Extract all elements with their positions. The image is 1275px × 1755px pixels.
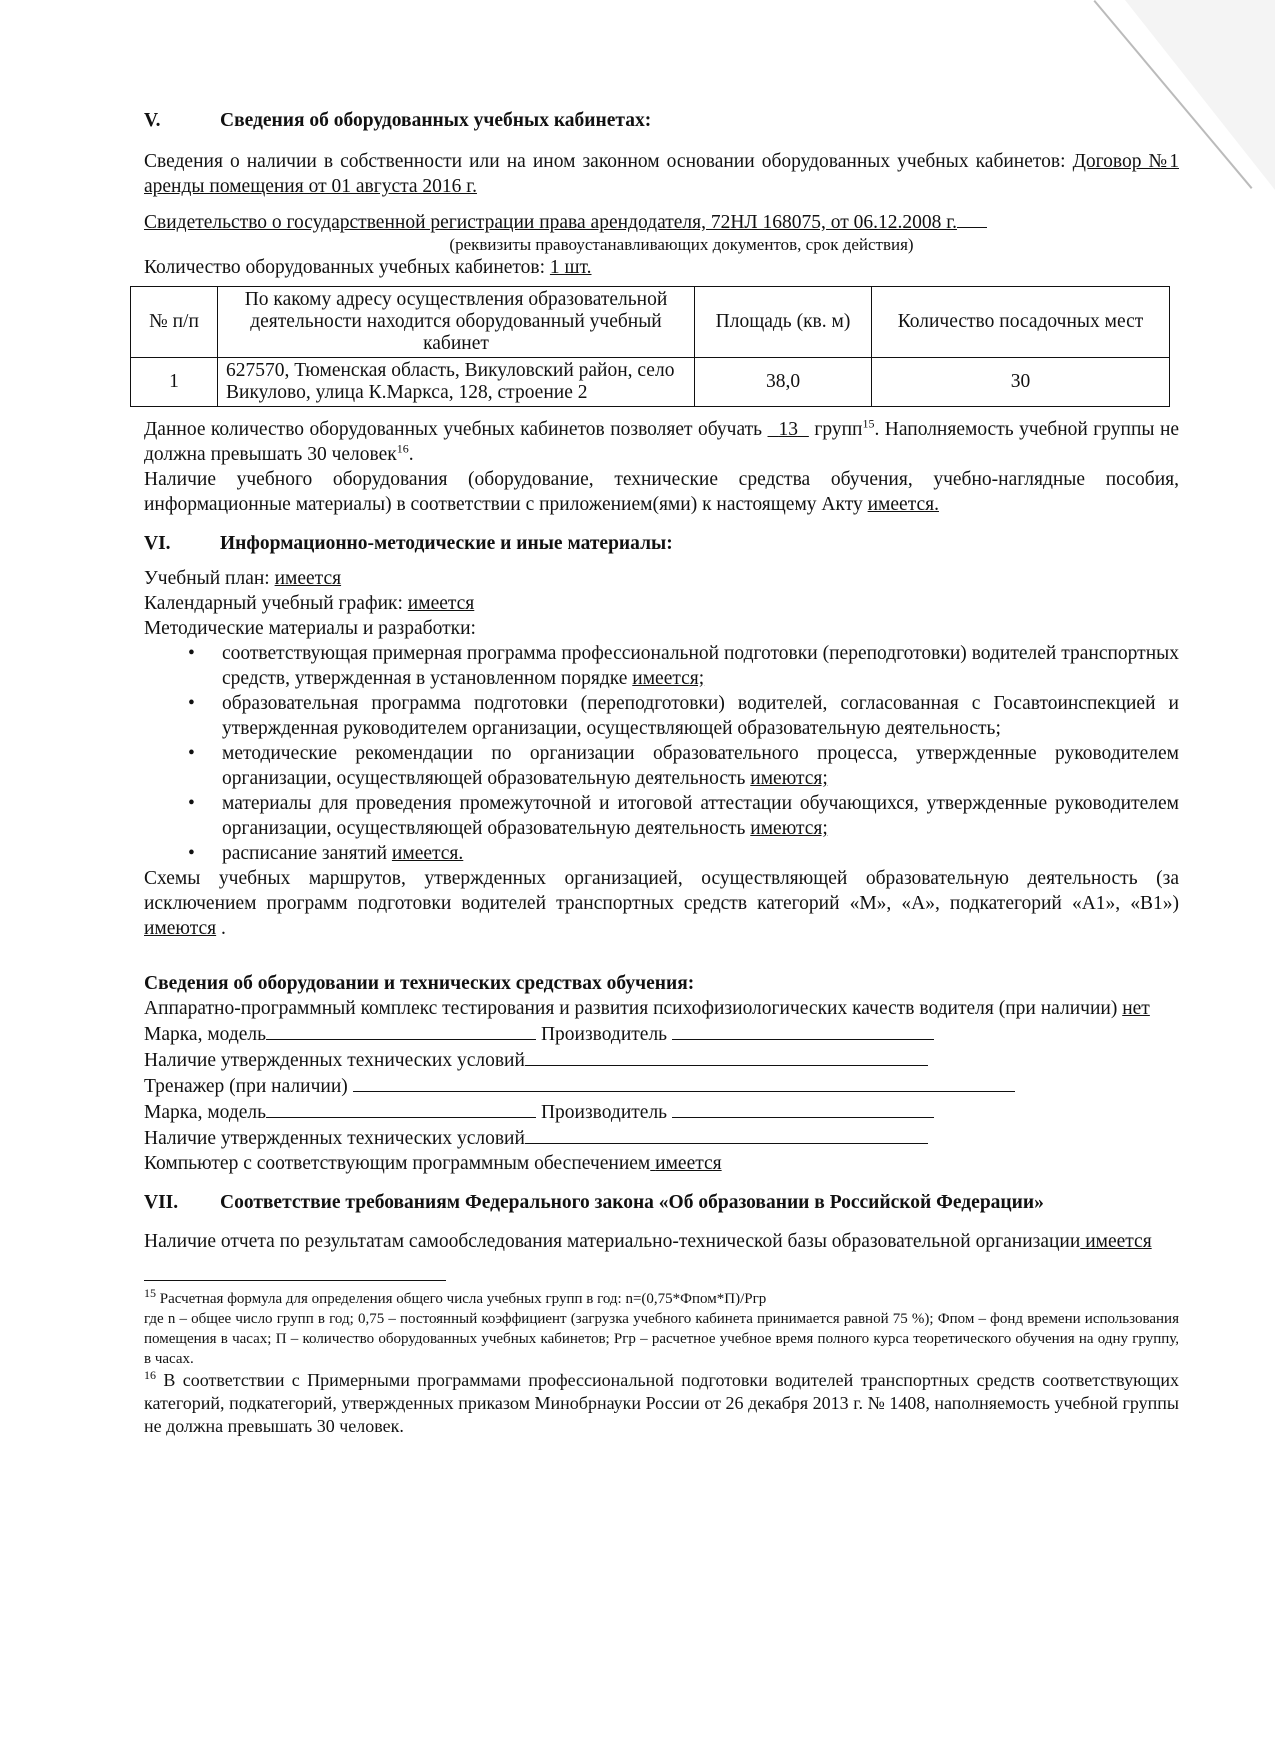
classrooms-intro <box>144 149 1179 199</box>
registration-certificate-line <box>144 209 1179 235</box>
footnote-ref-15: 15 <box>862 416 875 431</box>
computer-line <box>144 1151 1179 1176</box>
self-report-value-wrap <box>1080 1231 1151 1252</box>
methods-item-text: соответствующая примерная программа профессиональной подготовки (переподготовки) водителей транспортных средств, утвержденная в установленном порядке <box>222 643 1179 689</box>
table-header-seats: Количество посадочных мест <box>872 287 1170 358</box>
footnote-15-definitions: где n – общее число групп в год; 0,75 – постоянный коэффициент (загрузка учебного кабинета принимается равной 75 %); Фпом – фонд времени использования помещения в часах; П – количество оборудованных учебных кабинетов; Pгр – расчетное учебное время полного курса теоретического обучения на одну группу, в часах. <box>144 1311 1179 1367</box>
conditions-label: Наличие утвержденных технических условий <box>144 1050 525 1071</box>
groups-text-3: . Наполняемость учебной группы не должна превышать 30 человек <box>144 419 1180 465</box>
curriculum-label: Учебный план: <box>144 568 270 589</box>
list-item <box>144 791 1179 841</box>
methods-item-value: имеются; <box>750 818 828 839</box>
brand-blank <box>266 1021 536 1040</box>
trainer-line <box>144 1073 1179 1099</box>
section-5-number: V. <box>144 110 161 131</box>
brand-line-1 <box>144 1021 1179 1047</box>
routes-end: . <box>221 918 226 939</box>
conditions-blank <box>525 1125 928 1144</box>
classrooms-count-value: 1 шт. <box>549 257 592 278</box>
self-report-line <box>144 1229 1179 1254</box>
section-5-title: Сведения об оборудованных учебных кабинетах: <box>220 110 652 131</box>
self-report-text: Наличие отчета по результатам самообследования материально-технической базы образовательной организации <box>144 1231 1081 1252</box>
certificate-blank <box>957 209 987 228</box>
routes-paragraph <box>144 866 1179 941</box>
methods-item-value: имеется. <box>391 843 464 864</box>
methods-item-text: расписание занятий <box>222 843 388 864</box>
table-cell-seats: 30 <box>872 358 1170 407</box>
conditions-line-2 <box>144 1125 1179 1151</box>
groups-capacity <box>144 417 1179 467</box>
maker-label: Производитель <box>540 1102 668 1123</box>
footnote-separator <box>144 1280 446 1281</box>
classrooms-table <box>130 286 1170 407</box>
table-header-number: № п/п <box>131 287 218 358</box>
brand-blank <box>266 1099 536 1118</box>
table-header-area: Площадь (кв. м) <box>695 287 872 358</box>
computer-label: Компьютер с соответствующим программным обеспечением <box>144 1153 651 1174</box>
groups-text-4: . <box>408 444 414 465</box>
documents-note: (реквизиты правоустанавливающих документов, срок действия) <box>449 235 914 254</box>
section-6-heading <box>144 531 1179 556</box>
table-header-address: По какому адресу осуществления образовательной деятельности находится оборудованный учебный кабинет <box>218 287 695 358</box>
curriculum-line <box>144 566 1179 591</box>
groups-text-2: групп <box>814 419 863 440</box>
footnote-15-number: 15 <box>144 1286 156 1300</box>
apk-line <box>144 996 1179 1021</box>
curriculum-value: имеется <box>274 568 342 589</box>
conditions-blank <box>525 1047 928 1066</box>
computer-value: имеется <box>655 1153 722 1174</box>
methods-item-text: образовательная программа подготовки (переподготовки) водителей, согласованная с Госавтоинспекцией и утвержденная руководителем организации, осуществляющей образовательную деятельность; <box>222 693 1179 739</box>
schedule-value: имеется <box>407 593 475 614</box>
page-content <box>144 108 1179 1438</box>
list-item <box>144 841 1179 866</box>
methods-label: Методические материалы и разработки: <box>144 618 476 639</box>
teaching-equipment-text: Наличие учебного оборудования (оборудование, технические средства обучения, учебно-наглядные пособия, информационные материалы) в соответствии с приложением(ями) к настоящему Акту <box>144 469 1179 515</box>
methods-item-text: методические рекомендации по организации образовательного процесса, утвержденные руководителем организации, осуществляющей образовательную деятельность <box>222 743 1179 789</box>
section-7-number: VII. <box>144 1192 179 1213</box>
table-cell-area: 38,0 <box>695 358 872 407</box>
table-cell-address: 627570, Тюменская область, Викуловский район, село Викулово, улица К.Маркса, 128, строение 2 <box>218 358 695 407</box>
maker-blank <box>672 1099 934 1118</box>
maker-blank <box>672 1021 934 1040</box>
section-5-heading <box>144 108 1179 133</box>
footnote-16 <box>144 1369 1179 1438</box>
classrooms-count-label: Количество оборудованных учебных кабинетов: <box>144 257 546 278</box>
computer-value-wrap <box>650 1153 721 1174</box>
groups-value-wrap <box>768 419 809 440</box>
footnote-15-formula <box>144 1286 1179 1309</box>
apk-value: нет <box>1122 998 1150 1019</box>
methods-item-text: материалы для проведения промежуточной и итоговой аттестации обучающихся, утвержденные руководителем организации, осуществляющей образовательную деятельность <box>222 793 1179 839</box>
methods-list <box>144 641 1179 866</box>
maker-label: Производитель <box>540 1024 668 1045</box>
classrooms-count <box>144 255 1179 280</box>
list-item <box>144 691 1179 741</box>
footnote-16-text: В соответствии с Примерными программами профессиональной подготовки водителей транспортных средств соответствующих категорий, подкатегорий, утвержденных приказом Минобрнауки России от 26 декабря 2013 г. № 1408, наполняемость учебной группы не должна превышать 30 человек. <box>144 1370 1180 1436</box>
conditions-line-1 <box>144 1047 1179 1073</box>
brand-line-2 <box>144 1099 1179 1125</box>
teaching-equipment-value: имеется. <box>867 494 939 515</box>
groups-value: 13 <box>778 419 798 440</box>
teaching-equipment <box>144 467 1179 517</box>
registration-certificate: Свидетельство о государственной регистрации права арендодателя, 72НЛ 168075, от 06.12.2008 г. <box>144 212 957 233</box>
equipment-heading: Сведения об оборудовании и технических средствах обучения: <box>144 973 695 994</box>
footnote-16-number: 16 <box>144 1368 156 1382</box>
section-6-number: VI. <box>144 533 171 554</box>
classrooms-intro-text: Сведения о наличии в собственности или на ином законном основании оборудованных учебных кабинетов: <box>144 151 1066 172</box>
schedule-line <box>144 591 1179 616</box>
list-item <box>144 641 1179 691</box>
routes-text: Схемы учебных маршрутов, утвержденных организацией, осуществляющей образовательную деятельность (за исключением программ подготовки водителей транспортных средств категорий «M», «A», подкатегорий «A1», «B1») <box>144 868 1179 914</box>
routes-value: имеются <box>144 918 217 939</box>
table-cell-number: 1 <box>131 358 218 407</box>
trainer-label: Тренажер (при наличии) <box>144 1076 348 1097</box>
lease-contract: Договор №1 аренды помещения от 01 августа 2016 г. <box>144 151 1179 197</box>
table-header-row <box>131 287 1170 358</box>
table-row <box>131 358 1170 407</box>
section-6-title: Информационно-методические и иные материалы: <box>220 533 673 554</box>
apk-text: Аппаратно-программный комплекс тестирования и развития психофизиологических качеств водителя (при наличии) <box>144 998 1118 1019</box>
brand-label: Марка, модель <box>144 1102 267 1123</box>
footnote-ref-16: 16 <box>396 441 409 456</box>
list-item <box>144 741 1179 791</box>
self-report-value: имеется <box>1085 1231 1152 1252</box>
brand-label: Марка, модель <box>144 1024 267 1045</box>
methods-item-value: имеется; <box>632 668 705 689</box>
conditions-label: Наличие утвержденных технических условий <box>144 1128 525 1149</box>
schedule-label: Календарный учебный график: <box>144 593 403 614</box>
groups-text-1: Данное количество оборудованных учебных кабинетов позволяет обучать <box>144 419 763 440</box>
trainer-blank <box>353 1073 1015 1092</box>
section-7-title: Соответствие требованиям Федерального закона «Об образовании в Российской Федерации» <box>220 1192 1044 1213</box>
methods-item-value: имеются; <box>750 768 828 789</box>
footnote-15-formula-text: Расчетная формула для определения общего числа учебных групп в год: n=(0,75*Фпом*П)/Ргр <box>159 1291 767 1307</box>
section-7-heading <box>144 1190 1179 1215</box>
